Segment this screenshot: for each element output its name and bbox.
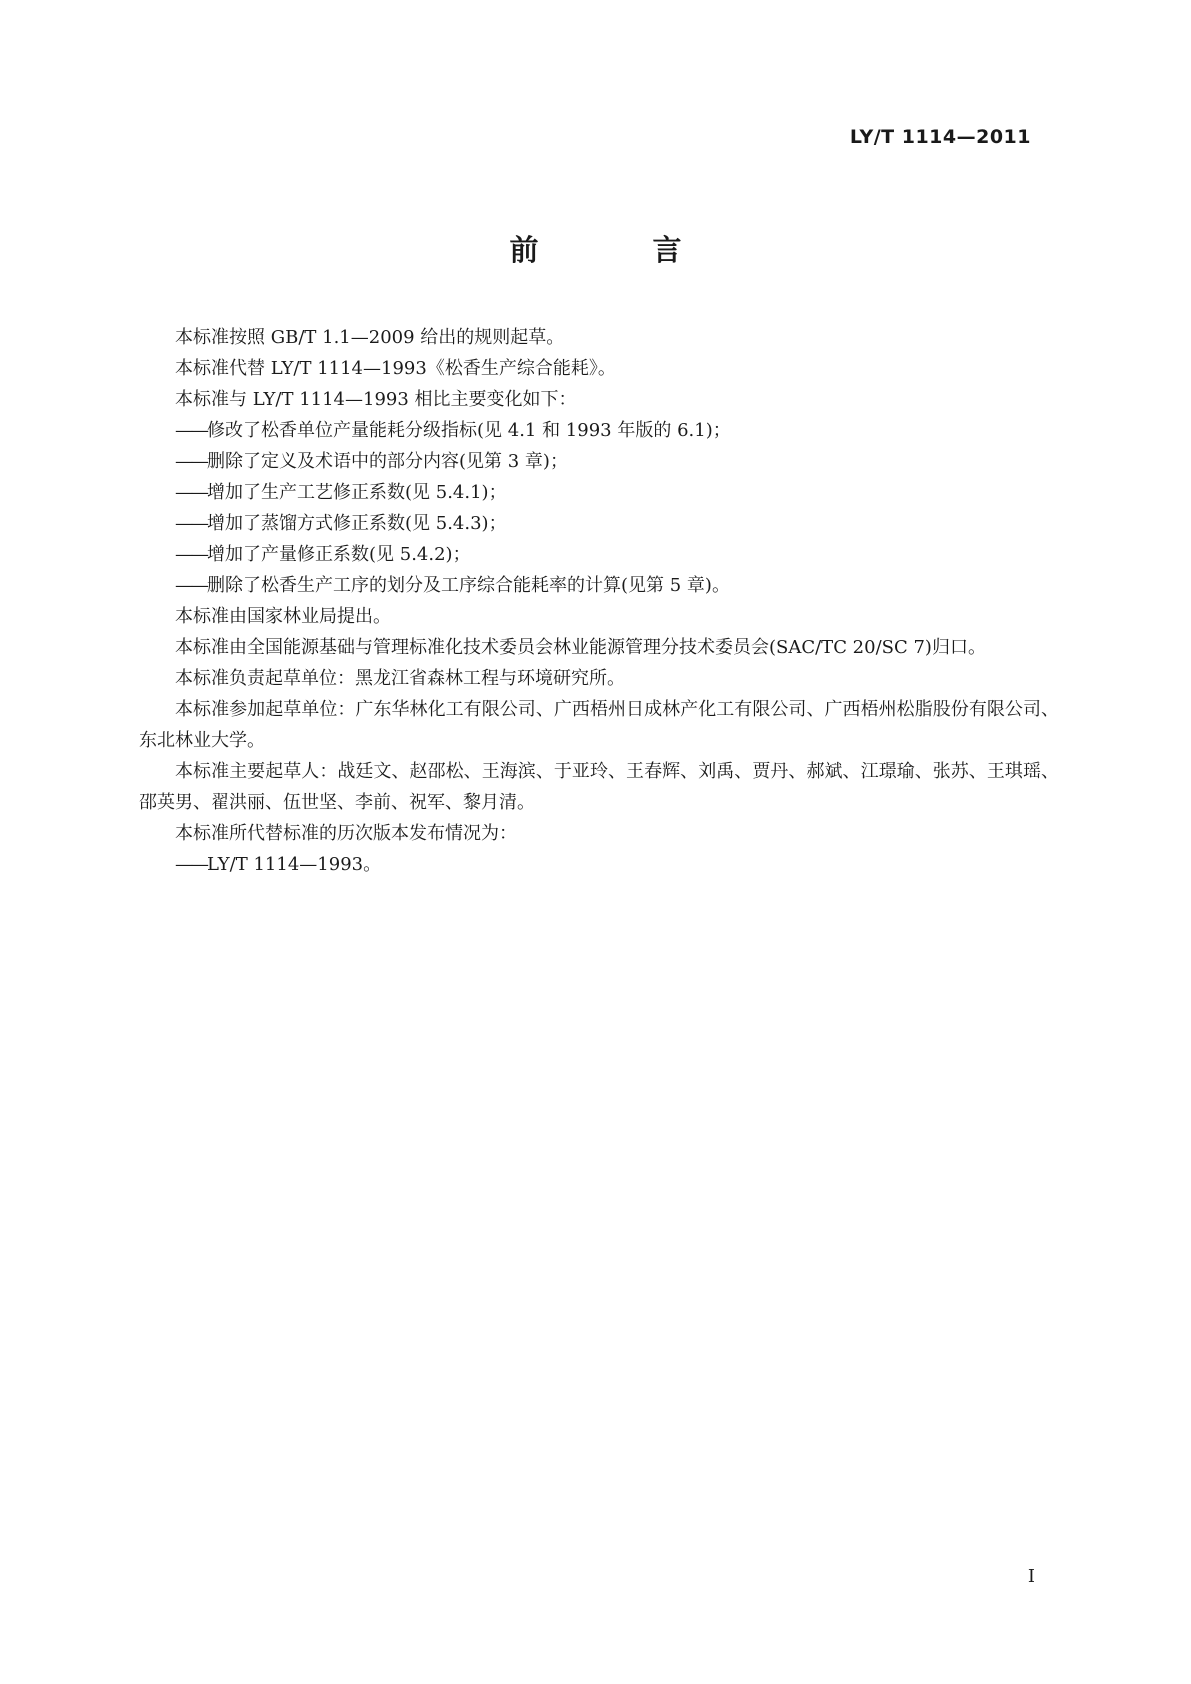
page-title: 前 言 [509,233,734,267]
list-item: ——删除了松香生产工序的划分及工序综合能耗率的计算(见第 5 章)。 [175,575,730,596]
dash-marker: —— [175,513,207,534]
page-number: I [1027,1566,1035,1587]
paragraph-lead-drafter: 本标准负责起草单位：黑龙江省森林工程与环境研究所。 [175,668,625,689]
changes-list [139,415,1059,601]
list-item: ——增加了生产工艺修正系数(见 5.4.1)； [175,482,507,503]
foreword-body [139,322,1059,880]
list-item: ——增加了产量修正系数(见 5.4.2)； [175,544,471,565]
list-item: ——增加了蒸馏方式修正系数(见 5.4.3)； [175,513,507,534]
dash-marker: —— [175,854,207,875]
dash-marker: —— [175,420,207,441]
dash-marker: —— [175,482,207,503]
dash-marker: —— [175,575,207,596]
paragraph-replaces: 本标准代替 LY/T 1114—1993《松香生产综合能耗》。 [175,358,616,379]
paragraph-drafters: 本标准主要起草人：战廷文、赵邵松、王海滨、于亚玲、王春辉、刘禹、贾丹、郝斌、江璟瑜、张苏、王琪瑶、邵英男、翟洪丽、伍世坚、李前、祝军、黎月清。 [139,761,1059,813]
paragraph-version-history: 本标准所代替标准的历次版本发布情况为： [175,823,517,844]
standard-number: LY/T 1114—2011 [849,126,1031,148]
paragraph-committee: 本标准由全国能源基础与管理标准化技术委员会林业能源管理分技术委员会(SAC/TC 20/SC 7)归口。 [175,637,986,658]
paragraph-changes-intro: 本标准与 LY/T 1114—1993 相比主要变化如下： [175,389,577,410]
dash-marker: —— [175,544,207,565]
list-item: ——删除了定义及术语中的部分内容(见第 3 章)； [175,451,568,472]
paragraph-drafting-rules: 本标准按照 GB/T 1.1—2009 给出的规则起草。 [175,327,565,348]
list-item: ——修改了松香单位产量能耗分级指标(见 4.1 和 1993 年版的 6.1)； [175,420,731,441]
paragraph-participants: 本标准参加起草单位：广东华林化工有限公司、广西梧州日成林产化工有限公司、广西梧州松脂股份有限公司、东北林业大学。 [139,699,1059,751]
list-item: ——LY/T 1114—1993。 [175,854,382,875]
previous-versions-list [139,849,1059,880]
paragraph-proposer: 本标准由国家林业局提出。 [175,606,391,627]
dash-marker: —— [175,451,207,472]
